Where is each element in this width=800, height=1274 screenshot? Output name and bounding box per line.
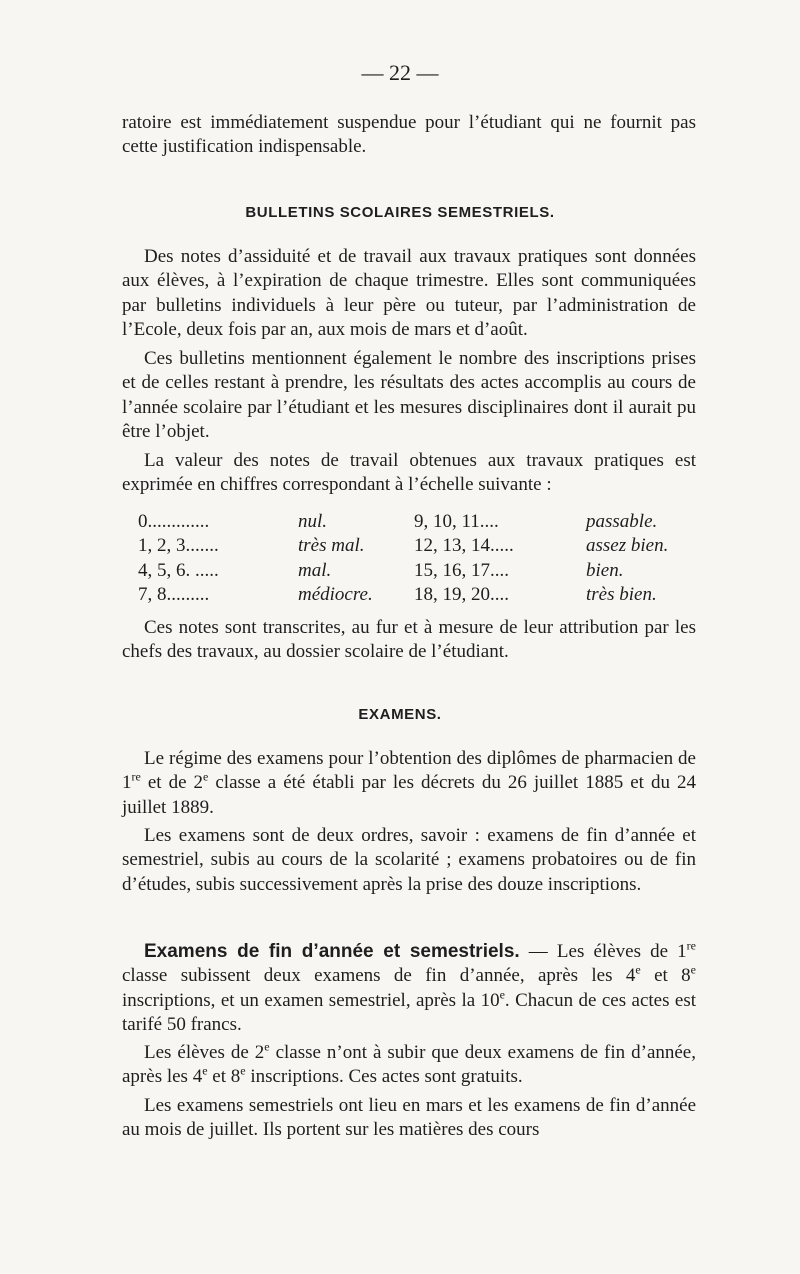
grade-notes: 1, 2, 3.......: [138, 535, 219, 557]
subheading-examens-fin-annee: Examens de fin d’année et semestriels.: [144, 941, 520, 962]
heading-bulletins: BULLETINS SCOLAIRES SEMESTRIELS.: [245, 204, 555, 221]
bulletins-paragraph-4: Ces notes sont transcrites, au fur et à mesure de leur attribution par les chefs des travaux, au dossier scolaire de l’étudiant.: [122, 617, 696, 663]
grade-label: très mal.: [298, 535, 365, 557]
bulletins-paragraph-2: Ces bulletins mentionnent également le nombre des inscriptions prises et de celles restant à prendre, les résultats des actes accomplis au cours de l’année scolaire par l’étudiant et les mesures disciplinaires dont il aurait pu être l’objet.: [122, 348, 696, 442]
examens-paragraph-3: Examens de fin d’année et semestriels. — Les élèves de 1re classe subissent deux examens de fin d’année, après les 4e et 8e inscriptions, et un examen semestriel, après la 10e. Chacun de ces actes est tarifé 50 francs.: [122, 938, 696, 1035]
grade-notes: 12, 13, 14.....: [414, 535, 514, 557]
bulletins-paragraph-1: Des notes d’assiduité et de travail aux travaux pratiques sont données aux élèves, à l’expiration de chaque trimestre. Elles sont communiquées par bulletins individuels à leur père ou tuteur, par l’administration de l’Ecole, deux fois par an, aux mois de mars et d’août.: [122, 246, 696, 340]
grade-label: médiocre.: [298, 583, 373, 605]
examens-paragraph-5: Les examens semestriels ont lieu en mars et les examens de fin d’année au mois de juillet. Ils portent sur les matières des cours: [122, 1095, 696, 1141]
heading-examens: EXAMENS.: [358, 706, 442, 723]
grade-label: assez bien.: [586, 535, 669, 557]
bulletins-paragraph-3: La valeur des notes de travail obtenues aux travaux pratiques est exprimée en chiffres correspondant à l’échelle suivante :: [122, 450, 696, 496]
examens-paragraph-1: Le régime des examens pour l’obtention des diplômes de pharmacien de 1re et de 2e classe a été établi par les décrets du 26 juillet 1885 et du 24 juillet 1889.: [122, 748, 696, 818]
grade-label: nul.: [298, 511, 328, 532]
grade-scale-table: [138, 510, 698, 607]
page-number: — 22 —: [361, 60, 439, 85]
examens-paragraph-2: Les examens sont de deux ordres, savoir : examens de fin d’année et semestriel, subis au cours de la scolarité ; examens probatoires ou de fin d’études, subis successivement après la prise des douze inscriptions.: [122, 825, 696, 895]
grade-label: passable.: [586, 511, 658, 532]
grade-row: [138, 559, 698, 583]
grade-row: [138, 534, 698, 558]
examens-paragraph-4: Les élèves de 2e classe n’ont à subir que deux examens de fin d’année, après les 4e et 8e inscriptions. Ces actes sont gratuits.: [122, 1039, 696, 1088]
grade-notes: 9, 10, 11....: [414, 511, 499, 532]
grade-notes: 18, 19, 20....: [414, 583, 509, 605]
grade-notes: 4, 5, 6. .....: [138, 559, 219, 581]
grade-notes: 0.............: [138, 511, 210, 532]
grade-label: mal.: [298, 559, 332, 581]
grade-row: [138, 510, 698, 534]
intro-paragraph: ratoire est immédiatement suspendue pour l’étudiant qui ne fournit pas cette justification indispensable.: [122, 112, 696, 158]
grade-notes: 7, 8.........: [138, 583, 210, 605]
grade-label: bien.: [586, 559, 624, 581]
grade-notes: 15, 16, 17....: [414, 559, 509, 581]
grade-row: [138, 583, 698, 607]
grade-label: très bien.: [586, 583, 657, 605]
